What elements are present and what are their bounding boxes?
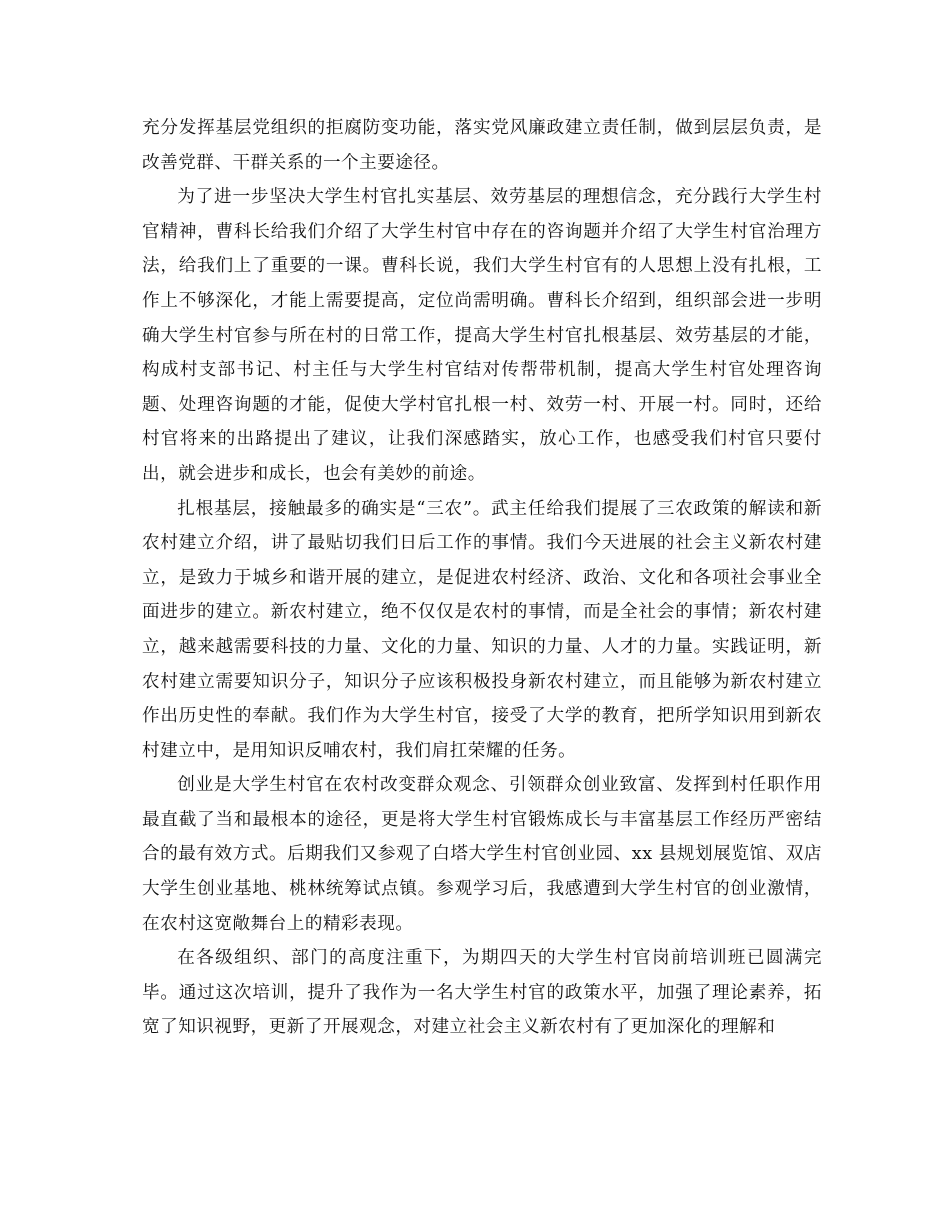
paragraph-3: 扎根基层，接触最多的确实是“三农”。武主任给我们提展了三农政策的解读和新农村建立介绍，讲了最贴切我们日后工作的事情。我们今天进展的社会主义新农村建立，是致力于城乡和谐开展的建立，是促进农村经济、政治、文化和各项社会事业全面进步的建立。新农村建立，绝不仅仅是农村的事情，而是全社会的事情；新农村建立，越来越需要科技的力量、文化的力量、知识的力量、人才的力量。实践证明，新农村建立需要知识分子，知识分子应该积极投身新农村建立，而且能够为新农村建立作出历史性的奉献。我们作为大学生村官，接受了大学的教育，把所学知识用到新农村建立中，是用知识反哺农村，我们肩扛荣耀的任务。 — [142, 498, 822, 761]
paragraph-1: 充分发挥基层党组织的拒腐防变功能，落实党风廉政建立责任制，做到层层负责，是改善党群、干群关系的一个主要途径。 — [142, 118, 822, 173]
document-body — [142, 111, 822, 1045]
paragraph-4: 创业是大学生村官在农村改变群众观念、引领群众创业致富、发挥到村任职作用最直截了当和最根本的途径，更是将大学生村官锻炼成长与丰富基层工作经历严密结合的最有效方式。后期我们又参观了白塔大学生村官创业园、xx 县规划展览馆、双店大学生创业基地、桃林统筹试点镇。参观学习后，我感遭到大学生村官的创业激情，在农村这宽敞舞台上的精彩表现。 — [142, 775, 822, 934]
paragraph-5: 在各级组织、部门的高度注重下，为期四天的大学生村官岗前培训班已圆满完毕。通过这次培训，提升了我作为一名大学生村官的政策水平，加强了理论素养，拓宽了知识视野，更新了开展观念，对建立社会主义新农村有了更加深化的理解和 — [142, 948, 822, 1038]
paragraph-2: 为了进一步坚决大学生村官扎实基层、效劳基层的理想信念，充分践行大学生村官精神，曹科长给我们介绍了大学生村官中存在的咨询题并介绍了大学生村官治理方法，给我们上了重要的一课。曹科长说，我们大学生村官有的人思想上没有扎根，工作上不够深化，才能上需要提高，定位尚需明确。曹科长介绍到，组织部会进一步明确大学生村官参与所在村的日常工作，提高大学生村官扎根基层、效劳基层的才能，构成村支部书记、村主任与大学生村官结对传帮带机制，提高大学生村官处理咨询题、处理咨询题的才能，促使大学村官扎根一村、效劳一村、开展一村。同时，还给村官将来的出路提出了建议，让我们深感踏实，放心工作，也感受我们村官只要付出，就会进步和成长，也会有美妙的前途。 — [142, 187, 822, 484]
